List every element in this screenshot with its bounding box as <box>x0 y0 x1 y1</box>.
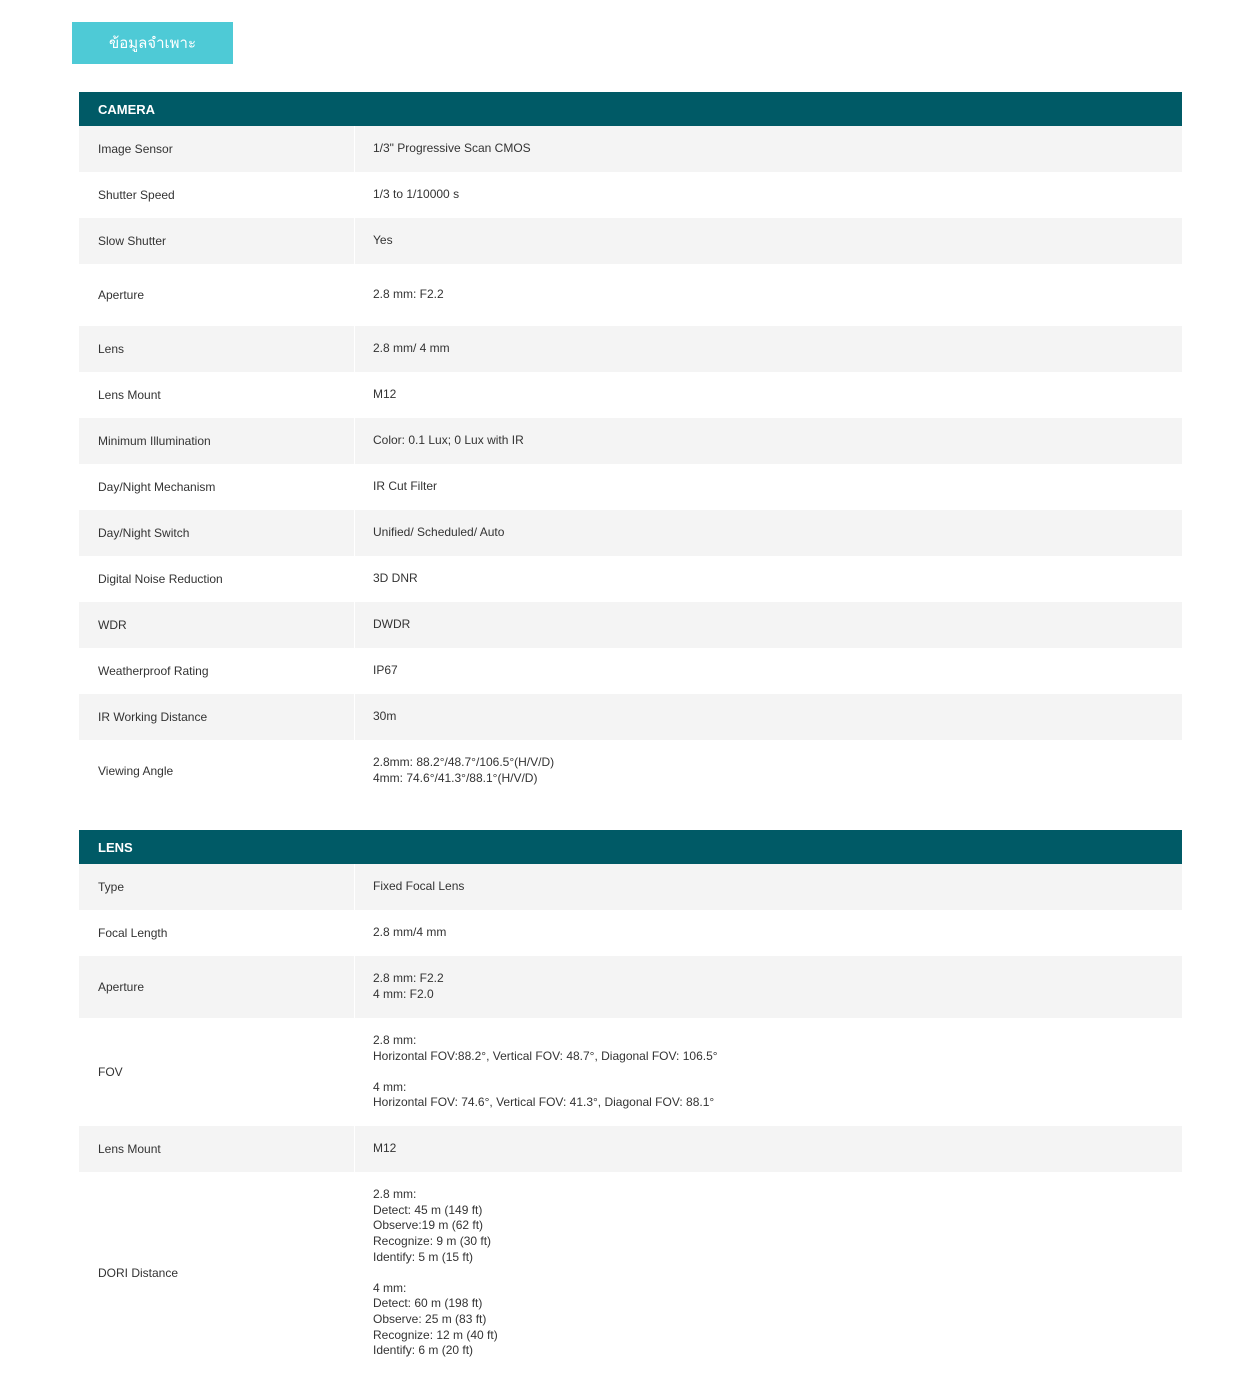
spec-value-line: 1/3 to 1/10000 s <box>373 187 460 202</box>
spec-value <box>355 1172 1182 1374</box>
spec-value <box>355 910 1182 956</box>
spec-row <box>79 602 1182 648</box>
spec-value-line: Recognize: 9 m (30 ft) <box>373 1234 492 1249</box>
spec-value-line: Fixed Focal Lens <box>373 879 465 894</box>
spec-row <box>79 418 1182 464</box>
spec-value-line: 4mm: 74.6°/41.3°/88.1°(H/V/D) <box>373 771 538 785</box>
spec-label: Lens Mount <box>79 1126 355 1172</box>
spec-value-line: M12 <box>373 1141 397 1156</box>
spec-row <box>79 326 1182 372</box>
spec-row <box>79 910 1182 956</box>
spec-value-line: 2.8 mm/4 mm <box>373 925 447 940</box>
spec-label: Lens <box>79 326 355 372</box>
spec-value <box>355 648 1182 694</box>
spec-row <box>79 864 1182 910</box>
spec-value-line: Horizontal FOV:88.2°, Vertical FOV: 48.7°, Diagonal FOV: 106.5° <box>373 1048 718 1063</box>
spec-value-line: 2.8 mm/ 4 mm <box>373 341 450 356</box>
spec-value-line: 4 mm: <box>373 1280 407 1295</box>
spec-value <box>355 1126 1182 1172</box>
spec-value-line: Observe: 25 m (83 ft) <box>373 1311 487 1326</box>
spec-value <box>355 172 1182 218</box>
spec-value-line: Detect: 45 m (149 ft) <box>373 1202 483 1217</box>
spec-label: Digital Noise Reduction <box>79 556 355 602</box>
spec-value-line: Identify: 5 m (15 ft) <box>373 1249 474 1264</box>
spec-row <box>79 956 1182 1018</box>
spec-value <box>355 372 1182 418</box>
spec-label: Day/Night Switch <box>79 510 355 556</box>
spec-row <box>79 464 1182 510</box>
section-header-camera: CAMERA <box>79 92 1182 126</box>
spec-value <box>355 418 1182 464</box>
spec-value-line: 2.8 mm: <box>373 1033 417 1048</box>
spec-value-line: Observe:19 m (62 ft) <box>373 1218 484 1233</box>
spec-value-line: Recognize: 12 m (40 ft) <box>373 1327 498 1342</box>
spec-value-line: 4 mm: <box>373 1079 407 1094</box>
specifications-tab[interactable]: ข้อมูลจำเพาะ <box>72 22 233 64</box>
spec-row <box>79 648 1182 694</box>
spec-value-line: DWDR <box>373 617 411 632</box>
spec-value-line: Yes <box>373 233 393 248</box>
spec-row <box>79 694 1182 740</box>
section-header-lens: LENS <box>79 830 1182 864</box>
spec-label: Focal Length <box>79 910 355 956</box>
lens-spec-section <box>79 830 1182 1374</box>
lens-spec-table <box>79 864 1182 1374</box>
spec-value-line: 3D DNR <box>373 571 418 586</box>
spec-label: Minimum Illumination <box>79 418 355 464</box>
spec-value-line: 30m <box>373 709 397 724</box>
spec-value-line: 1/3" Progressive Scan CMOS <box>373 141 531 156</box>
spec-value-line: 2.8 mm: <box>373 1187 417 1202</box>
spec-value-line: Identify: 6 m (20 ft) <box>373 1343 474 1358</box>
spec-row <box>79 1018 1182 1126</box>
spec-value-line: M12 <box>373 387 397 402</box>
spec-row <box>79 126 1182 172</box>
spec-value-line: IP67 <box>373 663 398 678</box>
spec-value <box>355 602 1182 648</box>
spec-label: DORI Distance <box>79 1172 355 1374</box>
spec-label: WDR <box>79 602 355 648</box>
spec-value-line <box>373 1265 1182 1281</box>
spec-value-line: IR Cut Filter <box>373 479 438 494</box>
spec-row <box>79 740 1182 802</box>
spec-value-line: Horizontal FOV: 74.6°, Vertical FOV: 41.3°, Diagonal FOV: 88.1° <box>373 1095 715 1110</box>
spec-row <box>79 172 1182 218</box>
spec-value-line: Color: 0.1 Lux; 0 Lux with IR <box>373 433 524 448</box>
spec-label: Lens Mount <box>79 372 355 418</box>
spec-value <box>355 694 1182 740</box>
spec-value-line <box>373 1064 1182 1080</box>
spec-value <box>355 264 1182 326</box>
spec-row <box>79 510 1182 556</box>
spec-row <box>79 1126 1182 1172</box>
spec-value <box>355 556 1182 602</box>
spec-value <box>355 740 1182 802</box>
spec-value-line: 2.8mm: 88.2°/48.7°/106.5°(H/V/D) <box>373 755 555 770</box>
spec-value-line: 4 mm: F2.0 <box>373 987 434 1001</box>
spec-row <box>79 218 1182 264</box>
spec-value <box>355 326 1182 372</box>
spec-label: FOV <box>79 1018 355 1126</box>
spec-value <box>355 1018 1182 1126</box>
spec-value <box>355 956 1182 1018</box>
spec-label: Aperture <box>79 264 355 326</box>
spec-label: Type <box>79 864 355 910</box>
spec-label: IR Working Distance <box>79 694 355 740</box>
spec-label: Slow Shutter <box>79 218 355 264</box>
spec-row <box>79 264 1182 326</box>
spec-label: Image Sensor <box>79 126 355 172</box>
spec-label: Shutter Speed <box>79 172 355 218</box>
spec-value-line: 2.8 mm: F2.2 <box>373 971 444 986</box>
spec-row <box>79 372 1182 418</box>
spec-value <box>355 864 1182 910</box>
spec-value-line: Detect: 60 m (198 ft) <box>373 1296 483 1311</box>
spec-label: Day/Night Mechanism <box>79 464 355 510</box>
spec-value <box>355 218 1182 264</box>
spec-value <box>355 464 1182 510</box>
spec-value <box>355 510 1182 556</box>
spec-value-line: Unified/ Scheduled/ Auto <box>373 525 505 540</box>
spec-label: Aperture <box>79 956 355 1018</box>
camera-spec-section <box>79 92 1182 802</box>
spec-row <box>79 556 1182 602</box>
spec-value-line: 2.8 mm: F2.2 <box>373 287 444 302</box>
camera-spec-table <box>79 126 1182 802</box>
spec-row <box>79 1172 1182 1374</box>
spec-value <box>355 126 1182 172</box>
spec-label: Weatherproof Rating <box>79 648 355 694</box>
spec-label: Viewing Angle <box>79 740 355 802</box>
